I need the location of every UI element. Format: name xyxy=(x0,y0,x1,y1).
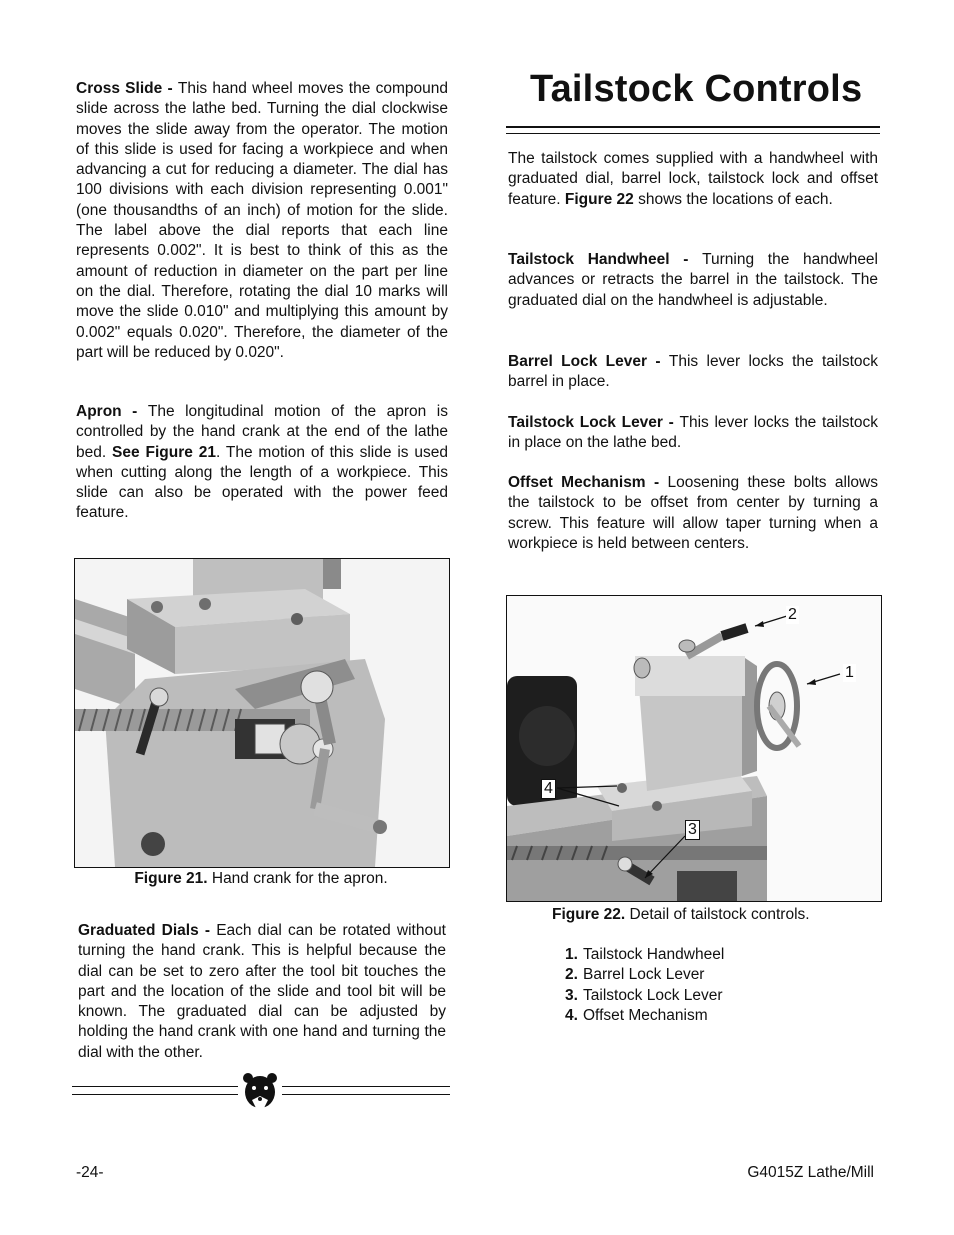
divider-line-left-top xyxy=(72,1086,238,1087)
callout-2: 2 xyxy=(788,606,797,623)
apron-text-after: . The motion of this slide is used when cutting along the length of a workpiece. This slide can also be operated with the power feed feature. xyxy=(76,443,449,522)
tailstock-handwheel-text: Turning the handwheel advances or retracts the barrel in the tailstock. The graduated dial on the handwheel is adjustable. xyxy=(508,251,878,309)
figure-21-caption-label: Figure 21. xyxy=(134,870,208,887)
legend-number: 2. xyxy=(565,966,578,984)
divider-line-right-top xyxy=(282,1086,450,1087)
barrel-lock-text: This lever locks the tailstock barrel in place. xyxy=(508,353,878,391)
legend-label: Offset Mechanism xyxy=(583,1007,708,1025)
intro-text-after: shows the locations of each. xyxy=(633,190,833,208)
offset-mechanism-heading: Offset Mechanism - xyxy=(508,474,668,491)
legend-label: Tailstock Lock Lever xyxy=(583,986,723,1004)
tailstock-lock-paragraph xyxy=(508,413,878,454)
barrel-lock-heading: Barrel Lock Lever - xyxy=(508,353,669,370)
figure-22-caption-label: Figure 22. xyxy=(552,906,626,923)
apron-text-before: The longitudinal motion of the apron is controlled by the hand crank at the end of the lathe bed. xyxy=(76,403,448,461)
graduated-dials-text: Each dial can be rotated without turning the hand crank. This is helpful because the dial can be set to zero after the tool bit touches the part and the location of the slide and tool bit will be known. The graduated dial can be adjusted by holding the hand crank with one hand and turning the dial with the other. xyxy=(78,922,446,1061)
bear-head-logo-icon xyxy=(242,1072,278,1114)
model-name: G4015Z Lathe/Mill xyxy=(747,1164,874,1181)
legend-number: 1. xyxy=(565,946,578,963)
legend-item xyxy=(565,987,724,1007)
apron-heading: Apron - xyxy=(76,403,148,420)
legend-item xyxy=(565,946,724,966)
figure-21-caption xyxy=(74,870,448,888)
offset-mechanism-paragraph xyxy=(508,473,878,554)
title-rule-thin xyxy=(506,133,880,134)
figure-21-image xyxy=(74,558,450,868)
legend-number: 4. xyxy=(565,1007,578,1025)
intro-text-before: The tailstock comes supplied with a handwheel with graduated dial, barrel lock, tailstock lock and offset feature. xyxy=(508,150,878,208)
legend-label: Tailstock Handwheel xyxy=(583,946,725,963)
figure-22-image xyxy=(506,595,882,902)
graduated-dials-paragraph xyxy=(78,921,446,1063)
callout-3: 3 xyxy=(685,820,700,840)
apron-paragraph xyxy=(76,402,448,524)
callout-1: 1 xyxy=(845,664,854,681)
tailstock-intro-paragraph xyxy=(508,149,878,210)
page-number: -24- xyxy=(76,1164,104,1181)
legend-label: Barrel Lock Lever xyxy=(583,966,705,984)
title-rule-thick xyxy=(506,126,880,128)
figure-22-legend xyxy=(565,946,724,1028)
legend-item xyxy=(565,1007,724,1027)
section-title: Tailstock Controls xyxy=(530,68,863,110)
barrel-lock-paragraph xyxy=(508,352,878,393)
tailstock-handwheel-paragraph xyxy=(508,250,878,311)
divider-line-left-bottom xyxy=(72,1094,238,1095)
cross-slide-paragraph xyxy=(76,79,448,363)
tailstock-lock-heading: Tailstock Lock Lever - xyxy=(508,414,680,431)
legend-number: 3. xyxy=(565,986,578,1004)
apron-hand-crank-illustration xyxy=(75,559,449,867)
legend-item xyxy=(565,966,724,986)
figure-22-caption-text: Detail of tailstock controls. xyxy=(625,906,810,923)
apron-see-figure: See Figure 21 xyxy=(112,443,216,461)
intro-figure-ref: Figure 22 xyxy=(564,190,634,208)
cross-slide-heading: Cross Slide - xyxy=(76,80,178,97)
callout-4: 4 xyxy=(541,779,556,799)
figure-22-caption xyxy=(552,906,810,924)
tailstock-lock-text: This lever locks the tailstock in place on the lathe bed. xyxy=(508,414,878,452)
offset-mechanism-text: Loosening these bolts allows the tailstock to be offset from center by turning a screw. This feature will allow taper turning when a workpiece is held between centers. xyxy=(508,474,878,552)
tailstock-illustration xyxy=(507,596,881,901)
tailstock-handwheel-heading: Tailstock Handwheel - xyxy=(508,251,703,268)
graduated-dials-heading: Graduated Dials - xyxy=(78,922,217,939)
cross-slide-text: This hand wheel moves the compound slide across the lathe bed. Turning the dial clockwise moves the slide away from the operator. The motion of this slide is used for facing a workpiece and when advancing a cut for reducing a diameter. The dial has 100 divisions with each division representing 0.001" (one thousandths of an inch) of motion for the slide. The label above the dial reports that each line represents 0.002". It is best to think of this as the amount of reduction in diameter on the part per line on the dial. Therefore, rotating the dial 10 marks will move the slide 0.010" and multiplying this amount by 0.002" equals 0.020". Therefore, the diameter of the part will be reduced by 0.020". xyxy=(76,80,448,361)
figure-21-caption-text: Hand crank for the apron. xyxy=(207,870,388,887)
divider-line-right-bottom xyxy=(282,1094,450,1095)
